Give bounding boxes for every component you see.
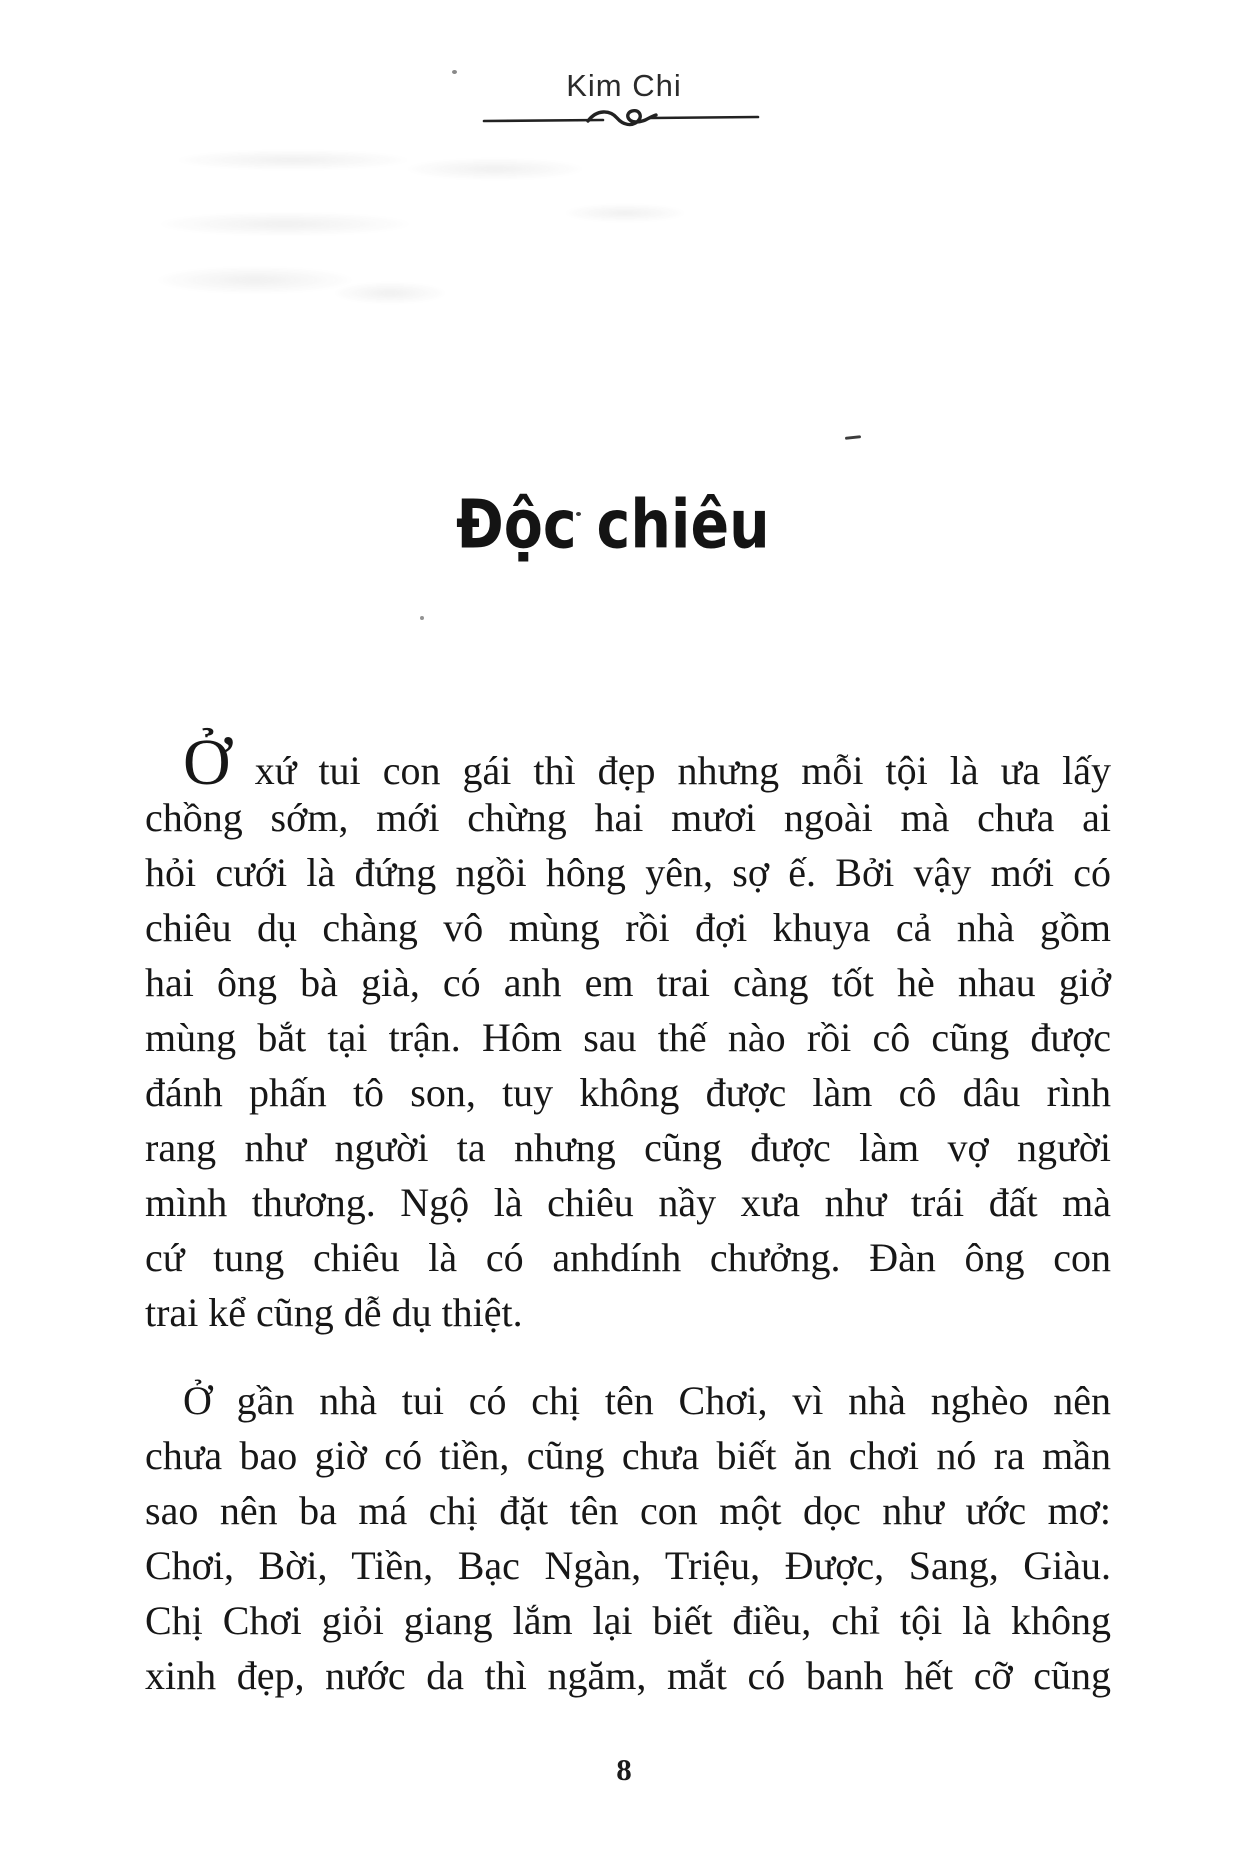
text-line: rang như người ta nhưng cũng được làm vợ người: [145, 1125, 1111, 1170]
initial-letter: Ở: [183, 726, 233, 799]
text-line: mùng bắt tại trận. Hôm sau thế nào rồi cô cũng được: [145, 1015, 1111, 1060]
text-line: chiêu dụ chàng vô mùng rồi đợi khuya cả nhà gồm: [145, 905, 1111, 950]
text-line: xinh đẹp, nước da thì ngăm, mắt có banh hết cỡ cũng: [145, 1653, 1111, 1698]
chapter-title: Độc chiêu: [456, 486, 770, 564]
scan-artifact: [150, 212, 420, 236]
text-line: hai ông bà già, có anh em trai càng tốt hè nhau giở: [145, 960, 1111, 1005]
text-line: mình thương. Ngộ là chiêu nầy xưa như trái đất mà: [145, 1180, 1111, 1225]
text-line: Ở xứ tui con gái thì đẹp nhưng mỗi tội là ưa lấy: [183, 726, 1111, 799]
scan-artifact: [150, 266, 360, 294]
text-line: Ở gần nhà tui có chị tên Chơi, vì nhà nghèo nên: [183, 1378, 1111, 1423]
text-line: trai kể cũng dễ dụ thiệt.: [145, 1290, 523, 1335]
scan-artifact: [560, 204, 690, 222]
scan-artifact: [330, 282, 450, 304]
text-line: Chị Chơi giỏi giang lắm lại biết điều, chỉ tội là không: [145, 1598, 1111, 1643]
paragraph: [145, 1373, 1111, 1703]
body-text: [145, 726, 1111, 1703]
scan-artifact: [400, 158, 590, 180]
header-rule: [482, 104, 760, 132]
text-line: chồng sớm, mới chừng hai mươi ngoài mà chưa ai: [145, 795, 1111, 840]
text-line: chưa bao giờ có tiền, cũng chưa biết ăn chơi nó ra mần: [145, 1433, 1111, 1478]
text-line: Chơi, Bời, Tiền, Bạc Ngàn, Triệu, Được, Sang, Giàu.: [145, 1543, 1111, 1588]
calligraphic-squiggle-divider-icon: [482, 104, 760, 132]
scan-speck: [420, 616, 424, 620]
page-number: 8: [616, 1752, 632, 1787]
scan-artifact: [168, 150, 418, 170]
scan-speck: [452, 70, 457, 74]
text-line: cứ tung chiêu là có anhdính chưởng. Đàn ông con: [145, 1235, 1111, 1280]
paragraph: [145, 726, 1111, 1340]
running-header: Kim Chi: [566, 68, 682, 103]
text-line: đánh phấn tô son, tuy không được làm cô dâu rình: [145, 1070, 1111, 1115]
text-line: hỏi cưới là đứng ngồi hông yên, sợ ế. Bởi vậy mới có: [145, 850, 1111, 895]
scan-dash-mark: [845, 435, 861, 440]
text-line: sao nên ba má chị đặt tên con một dọc như ước mơ:: [145, 1488, 1111, 1533]
